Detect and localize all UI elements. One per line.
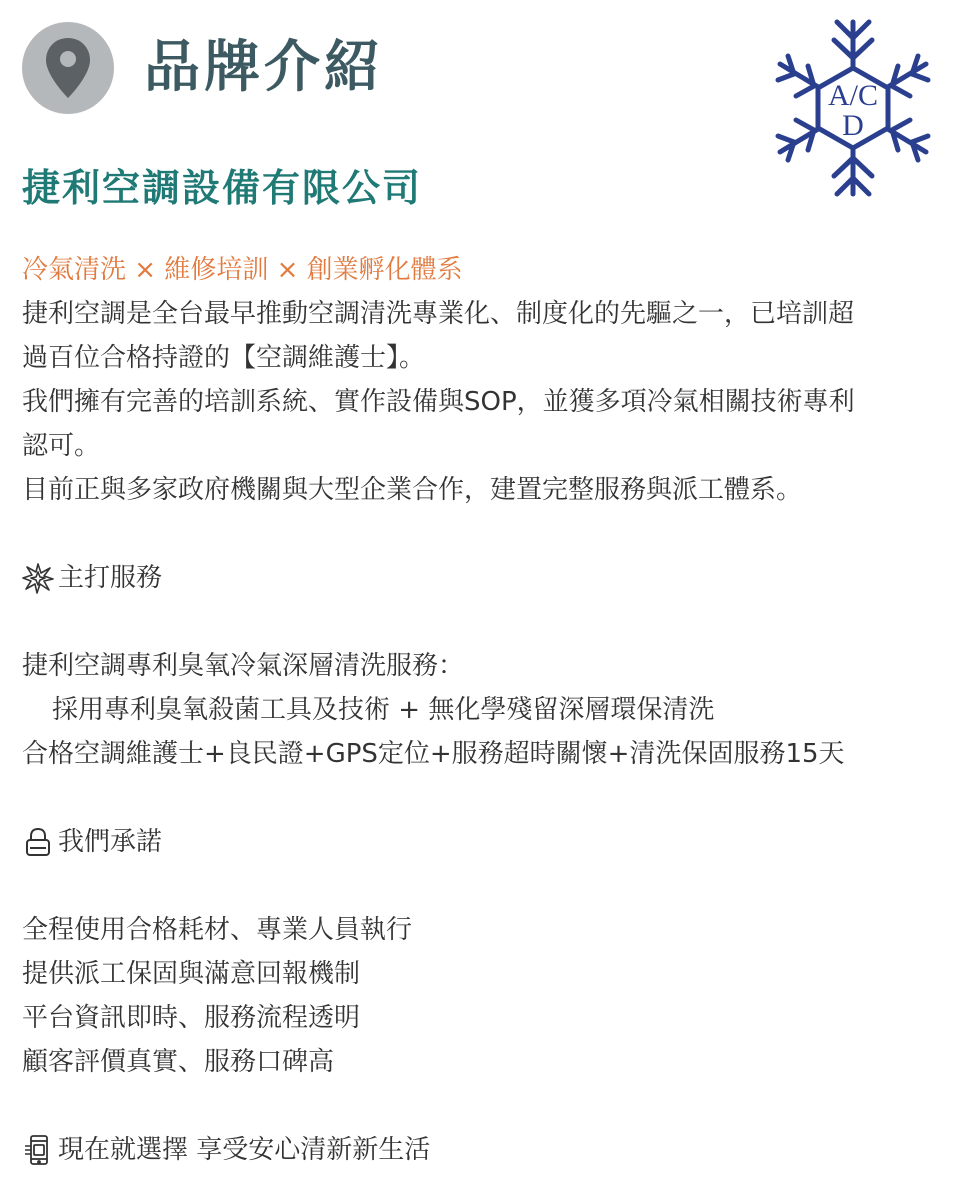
intro-line: 捷利空調是全台最早推動空調清洗專業化、制度化的先驅之一，已培訓超 <box>22 299 855 329</box>
intro-line: 過百位合格持證的【空調維護士】。 <box>22 343 426 373</box>
logo-text-top: A/C <box>827 79 878 112</box>
service-line: 捷利空調專利臭氧冷氣深層清洗服務： <box>22 651 465 681</box>
services-heading <box>22 556 942 600</box>
snowflake-logo-icon <box>772 18 934 198</box>
phone-icon <box>22 1134 54 1166</box>
spacer <box>22 512 942 556</box>
service-line: 合格空調維護士+良民證+GPS定位+服務超時關懷+清洗保固服務15天 <box>22 739 845 769</box>
intro-tagline: 冷氣清洗 × 維修培訓 × 創業孵化體系 <box>22 255 463 285</box>
spacer <box>22 776 942 820</box>
logo-text-bottom: D <box>842 109 864 142</box>
intro-line: 目前正與多家政府機關與大型企業合作，建置完整服務與派工體系。 <box>22 475 803 505</box>
service-line: 採用專利臭氧殺菌工具及技術 + 無化學殘留深層環保清洗 <box>52 695 715 725</box>
cta-line <box>22 1128 942 1172</box>
main-content <box>22 248 942 1172</box>
lock-icon <box>22 826 54 858</box>
spacer <box>22 600 942 644</box>
promise-heading <box>22 820 942 864</box>
intro-line: 認可。 <box>22 431 101 461</box>
intro-line: 我們擁有完善的培訓系統、實作設備與SOP，並獲多項冷氣相關技術專利 <box>22 387 855 417</box>
promise-line: 提供派工保固與滿意回報機制 <box>22 959 361 989</box>
promise-heading-label: 我們承諾 <box>58 827 163 857</box>
spacer <box>22 1084 942 1128</box>
promise-line: 顧客評價真實、服務口碑高 <box>22 1047 335 1077</box>
promise-line: 平台資訊即時、服務流程透明 <box>22 1003 361 1033</box>
services-heading-label: 主打服務 <box>58 563 163 593</box>
sparkle-burst-icon <box>22 562 54 594</box>
page-title: 品牌介紹 <box>144 35 384 100</box>
promise-line: 全程使用合格耗材、專業人員執行 <box>22 915 413 945</box>
location-pin-badge <box>22 22 114 114</box>
cta-text: 現在就選擇 享受安心清新新生活 <box>58 1135 431 1165</box>
spacer <box>22 864 942 908</box>
company-name: 捷利空調設備有限公司 <box>22 166 423 210</box>
